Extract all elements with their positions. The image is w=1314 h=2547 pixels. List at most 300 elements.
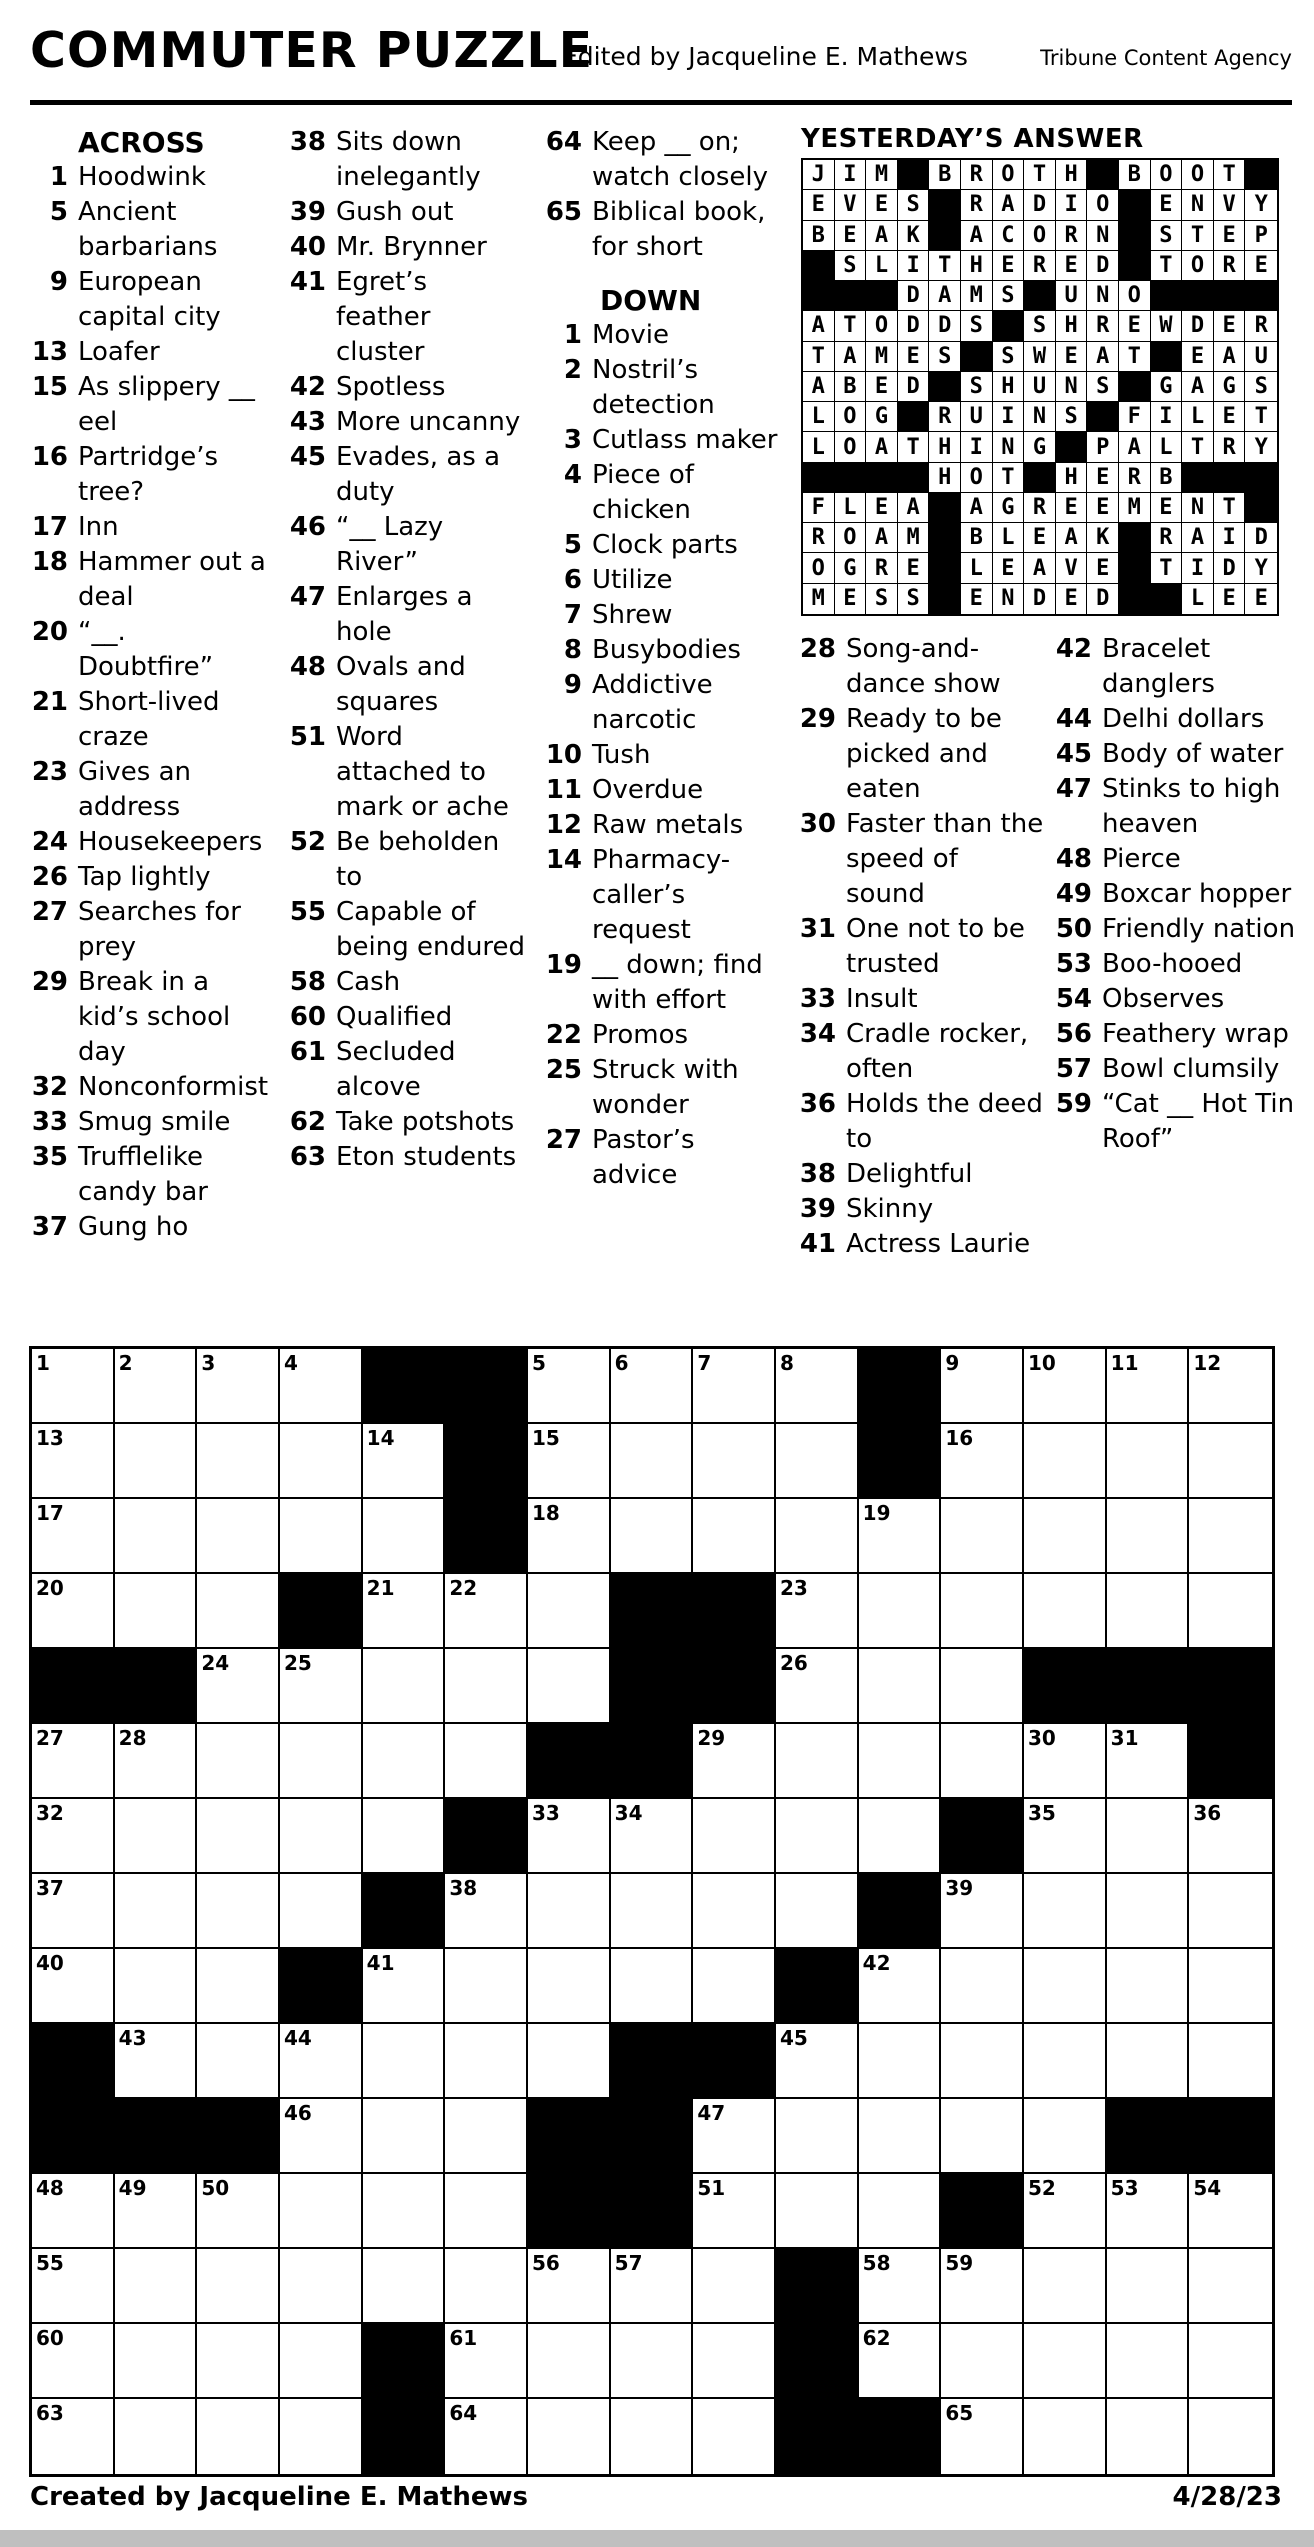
grid-cell[interactable]	[611, 1424, 694, 1499]
clue-number: 39	[289, 197, 326, 227]
grid-cell[interactable]	[445, 1724, 528, 1799]
grid-cell[interactable]	[1024, 1799, 1107, 1874]
clue-text: Hammer out a deal	[78, 547, 266, 612]
answer-letter-cell: E	[898, 342, 930, 372]
grid-cell[interactable]	[1024, 1424, 1107, 1499]
header	[30, 22, 1292, 105]
grid-cell[interactable]	[280, 1799, 363, 1874]
answer-black-square	[1182, 281, 1214, 311]
grid-cell[interactable]	[776, 2099, 859, 2174]
grid-cell[interactable]	[115, 2174, 198, 2249]
clue-number: 63	[289, 1142, 326, 1172]
grid-cell[interactable]	[611, 1799, 694, 1874]
grid-cell[interactable]	[363, 2249, 446, 2324]
grid-cell[interactable]	[1107, 1874, 1190, 1949]
cell-number: 44	[283, 2026, 312, 2050]
grid-cell[interactable]	[941, 1949, 1024, 2024]
grid-cell[interactable]	[528, 2399, 611, 2474]
grid-cell[interactable]	[941, 1649, 1024, 1724]
grid-cell[interactable]	[280, 2249, 363, 2324]
grid-cell[interactable]	[611, 2399, 694, 2474]
grid-cell[interactable]	[693, 1349, 776, 1424]
grid-cell[interactable]	[1189, 1349, 1272, 1424]
grid-cell[interactable]	[1107, 2249, 1190, 2324]
cell-number: 37	[36, 1876, 64, 1900]
grid-cell[interactable]	[197, 1499, 280, 1574]
answer-letter-cell: R	[1024, 493, 1056, 523]
grid-cell[interactable]	[1107, 1349, 1190, 1424]
grid-cell[interactable]	[197, 2249, 280, 2324]
grid-cell[interactable]	[280, 1349, 363, 1424]
black-square	[611, 2099, 694, 2174]
grid-cell[interactable]	[776, 1574, 859, 1649]
grid-cell[interactable]	[197, 1949, 280, 2024]
answer-black-square	[1056, 432, 1088, 462]
grid-cell[interactable]	[859, 1949, 942, 2024]
grid-cell[interactable]	[1189, 1424, 1272, 1499]
answer-black-square	[929, 372, 961, 402]
grid-cell[interactable]	[32, 2174, 115, 2249]
clue-number: 36	[799, 1089, 836, 1119]
footer-date: 4/28/23	[1172, 2482, 1282, 2512]
across-clue	[544, 125, 784, 195]
grid-cell[interactable]	[32, 2324, 115, 2399]
answer-letter-cell: D	[1245, 523, 1277, 553]
clue-text: More uncanny	[336, 407, 521, 437]
grid-cell[interactable]	[1107, 1799, 1190, 1874]
answer-letter-cell: E	[993, 251, 1025, 281]
grid-cell[interactable]	[1189, 1799, 1272, 1874]
grid-cell[interactable]	[363, 2024, 446, 2099]
grid-cell[interactable]	[941, 1424, 1024, 1499]
grid-cell[interactable]	[941, 1499, 1024, 1574]
clue-text: Piece of chicken	[592, 460, 694, 525]
across-clue	[288, 965, 526, 1000]
across-clue	[30, 825, 268, 860]
grid-cell[interactable]	[1024, 1874, 1107, 1949]
grid-cell[interactable]	[528, 2249, 611, 2324]
black-square	[528, 2099, 611, 2174]
grid-cell[interactable]	[115, 1724, 198, 1799]
answer-black-square	[1119, 523, 1151, 553]
grid-cell[interactable]	[445, 2174, 528, 2249]
grid-cell[interactable]	[859, 2024, 942, 2099]
grid-cell[interactable]	[693, 1424, 776, 1499]
grid-cell[interactable]	[197, 1724, 280, 1799]
grid-cell[interactable]	[197, 2399, 280, 2474]
grid-cell[interactable]	[280, 2324, 363, 2399]
cell-number: 2	[118, 1351, 133, 1375]
grid-cell[interactable]	[363, 1649, 446, 1724]
grid-cell[interactable]	[1189, 1574, 1272, 1649]
grid-cell[interactable]	[693, 1724, 776, 1799]
grid-cell[interactable]	[1189, 1949, 1272, 2024]
grid-cell[interactable]	[280, 1874, 363, 1949]
grid-cell[interactable]	[363, 1499, 446, 1574]
grid-cell[interactable]	[115, 1799, 198, 1874]
grid-cell[interactable]	[528, 1949, 611, 2024]
grid-cell[interactable]	[115, 1949, 198, 2024]
grid-cell[interactable]	[115, 2399, 198, 2474]
grid-cell[interactable]	[859, 2324, 942, 2399]
cell-number: 34	[614, 1801, 643, 1825]
clue-number: 31	[799, 914, 836, 944]
grid-cell[interactable]	[1024, 1949, 1107, 2024]
grid-cell[interactable]	[445, 2099, 528, 2174]
clue-number: 2	[563, 355, 582, 385]
grid-cell[interactable]	[1024, 2024, 1107, 2099]
grid-cell[interactable]	[280, 1649, 363, 1724]
grid-cell[interactable]	[1189, 2249, 1272, 2324]
grid-cell[interactable]	[941, 2099, 1024, 2174]
answer-letter-cell: E	[835, 221, 867, 251]
answer-letter-cell: E	[993, 553, 1025, 583]
grid-cell[interactable]	[1024, 1574, 1107, 1649]
answer-letter-cell: J	[803, 160, 835, 190]
black-square	[611, 1574, 694, 1649]
across-clue	[30, 1105, 268, 1140]
clue-number: 11	[545, 775, 582, 805]
grid-cell[interactable]	[611, 1949, 694, 2024]
grid-cell[interactable]	[941, 2249, 1024, 2324]
grid-cell[interactable]	[363, 2174, 446, 2249]
clue-text: Pastor’s advice	[592, 1125, 695, 1190]
answer-letter-cell: F	[1119, 402, 1151, 432]
grid-cell[interactable]	[859, 1799, 942, 1874]
grid-cell[interactable]	[280, 2174, 363, 2249]
grid-cell[interactable]	[859, 2099, 942, 2174]
answer-letter-cell: E	[1182, 342, 1214, 372]
grid-cell[interactable]	[693, 1874, 776, 1949]
grid-cell[interactable]	[363, 1949, 446, 2024]
grid-cell[interactable]	[528, 1499, 611, 1574]
grid-cell[interactable]	[363, 1574, 446, 1649]
clue-text: Friendly nation	[1102, 914, 1296, 944]
grid-cell[interactable]	[776, 2174, 859, 2249]
across-clue	[30, 510, 268, 545]
grid-cell[interactable]	[363, 2099, 446, 2174]
down-clue	[798, 632, 1044, 702]
black-square	[776, 2399, 859, 2474]
clue-number: 9	[49, 267, 68, 297]
grid-cell[interactable]	[1189, 2024, 1272, 2099]
grid-cell[interactable]	[1024, 2174, 1107, 2249]
grid-cell[interactable]	[776, 1874, 859, 1949]
grid-cell[interactable]	[445, 2249, 528, 2324]
grid-cell[interactable]	[1024, 1499, 1107, 1574]
grid-cell[interactable]	[941, 2024, 1024, 2099]
grid-cell[interactable]	[528, 2024, 611, 2099]
answer-letter-cell: H	[1056, 160, 1088, 190]
clue-text: Boo-hooed	[1102, 949, 1243, 979]
clue-number: 61	[289, 1037, 326, 1067]
black-square	[859, 1424, 942, 1499]
answer-letter-cell: E	[1151, 190, 1183, 220]
grid-cell[interactable]	[32, 1724, 115, 1799]
grid-cell[interactable]	[528, 1424, 611, 1499]
answer-letter-cell: S	[1087, 372, 1119, 402]
answer-letter-cell: I	[961, 432, 993, 462]
grid-cell[interactable]	[776, 1349, 859, 1424]
grid-cell[interactable]	[859, 1649, 942, 1724]
answer-letter-cell: G	[993, 493, 1025, 523]
answer-letter-cell: D	[898, 281, 930, 311]
clue-number: 39	[799, 1194, 836, 1224]
grid-cell[interactable]	[445, 2399, 528, 2474]
answer-letter-cell: O	[866, 311, 898, 341]
grid-cell[interactable]	[611, 1874, 694, 1949]
grid-cell[interactable]	[197, 1424, 280, 1499]
answer-letter-cell: E	[866, 372, 898, 402]
clue-text: Smug smile	[78, 1107, 231, 1137]
grid-cell[interactable]	[1189, 1874, 1272, 1949]
grid-cell[interactable]	[941, 1874, 1024, 1949]
grid-cell[interactable]	[1107, 1724, 1190, 1799]
grid-cell[interactable]	[941, 2399, 1024, 2474]
grid-cell[interactable]	[32, 1874, 115, 1949]
clue-number: 37	[31, 1212, 68, 1242]
grid-cell[interactable]	[859, 1724, 942, 1799]
grid-cell[interactable]	[197, 2174, 280, 2249]
grid-cell[interactable]	[445, 1874, 528, 1949]
clue-number: 56	[1055, 1019, 1092, 1049]
clue-number: 41	[799, 1229, 836, 1259]
grid-cell[interactable]	[1107, 2174, 1190, 2249]
answer-black-square	[835, 463, 867, 493]
grid-cell[interactable]	[528, 1649, 611, 1724]
answer-letter-cell: U	[1056, 281, 1088, 311]
grid-cell[interactable]	[1107, 1574, 1190, 1649]
grid-cell[interactable]	[776, 1799, 859, 1874]
answer-letter-cell: O	[835, 523, 867, 553]
grid-cell[interactable]	[1107, 1424, 1190, 1499]
grid-cell[interactable]	[693, 2324, 776, 2399]
answer-letter-cell: A	[961, 493, 993, 523]
page-title: COMMUTER PUZZLE	[30, 22, 594, 79]
grid-cell[interactable]	[280, 2099, 363, 2174]
answer-letter-cell: R	[1087, 311, 1119, 341]
grid-cell[interactable]	[32, 1424, 115, 1499]
across-clue	[288, 825, 526, 895]
grid-cell[interactable]	[363, 1424, 446, 1499]
grid-cell[interactable]	[776, 1424, 859, 1499]
grid-cell[interactable]	[197, 1574, 280, 1649]
answer-black-square	[1119, 221, 1151, 251]
answer-letter-cell: N	[1087, 221, 1119, 251]
answer-black-square	[866, 463, 898, 493]
answer-letter-cell: E	[803, 190, 835, 220]
grid-cell[interactable]	[445, 1574, 528, 1649]
answer-letter-cell: D	[1182, 311, 1214, 341]
grid-cell[interactable]	[528, 1874, 611, 1949]
grid-cell[interactable]	[280, 2399, 363, 2474]
grid-cell[interactable]	[32, 2399, 115, 2474]
clue-number: 42	[1055, 634, 1092, 664]
black-square	[1189, 1724, 1272, 1799]
editor-credit: Edited by Jacqueline E. Mathews	[562, 42, 968, 71]
across-clue	[30, 160, 268, 195]
grid-cell[interactable]	[1024, 2249, 1107, 2324]
grid-cell[interactable]	[115, 1574, 198, 1649]
clue-text: Biblical book, for short	[592, 197, 766, 262]
grid-cell[interactable]	[445, 1649, 528, 1724]
grid-cell[interactable]	[115, 1424, 198, 1499]
grid-cell[interactable]	[32, 1799, 115, 1874]
grid-cell[interactable]	[1189, 1499, 1272, 1574]
across-clue	[30, 1210, 268, 1245]
clue-number: 53	[1055, 949, 1092, 979]
grid-cell[interactable]	[1189, 2399, 1272, 2474]
clue-text: Cutlass maker	[592, 425, 778, 455]
grid-cell[interactable]	[941, 1724, 1024, 1799]
clue-text: Raw metals	[592, 810, 744, 840]
grid-cell[interactable]	[115, 1874, 198, 1949]
answer-letter-cell: E	[1087, 493, 1119, 523]
grid-cell[interactable]	[32, 1499, 115, 1574]
grid-cell[interactable]	[1189, 2174, 1272, 2249]
grid-cell[interactable]	[611, 1499, 694, 1574]
clue-text: Feathery wrap	[1102, 1019, 1289, 1049]
answer-letter-cell: R	[1214, 432, 1246, 462]
grid-cell[interactable]	[1024, 1349, 1107, 1424]
answer-letter-cell: L	[961, 553, 993, 583]
clue-number: 52	[289, 827, 326, 857]
cell-number: 29	[697, 1726, 726, 1750]
grid-cell[interactable]	[528, 2324, 611, 2399]
grid-cell[interactable]	[197, 1649, 280, 1724]
crossword-grid	[29, 1346, 1275, 2477]
grid-cell[interactable]	[115, 2249, 198, 2324]
grid-cell[interactable]	[1024, 1724, 1107, 1799]
grid-cell[interactable]	[445, 1949, 528, 2024]
grid-cell[interactable]	[528, 1349, 611, 1424]
down-clue	[1054, 772, 1300, 842]
answer-letter-cell: I	[1151, 402, 1183, 432]
grid-cell[interactable]	[32, 1574, 115, 1649]
grid-cell[interactable]	[445, 2324, 528, 2399]
grid-cell[interactable]	[1107, 1949, 1190, 2024]
answer-letter-cell: L	[803, 432, 835, 462]
grid-cell[interactable]	[197, 2324, 280, 2399]
grid-cell[interactable]	[1024, 2324, 1107, 2399]
clue-text: Take potshots	[336, 1107, 515, 1137]
grid-cell[interactable]	[280, 1724, 363, 1799]
answer-letter-cell: S	[993, 281, 1025, 311]
grid-cell[interactable]	[941, 2324, 1024, 2399]
grid-cell[interactable]	[693, 2249, 776, 2324]
grid-cell[interactable]	[693, 1799, 776, 1874]
grid-cell[interactable]	[776, 1499, 859, 1574]
black-square	[859, 1349, 942, 1424]
grid-cell[interactable]	[197, 2024, 280, 2099]
grid-cell[interactable]	[941, 1574, 1024, 1649]
grid-cell[interactable]	[280, 2024, 363, 2099]
grid-cell[interactable]	[1024, 2399, 1107, 2474]
grid-cell[interactable]	[859, 1574, 942, 1649]
grid-cell[interactable]	[280, 1424, 363, 1499]
grid-cell[interactable]	[693, 2399, 776, 2474]
answer-letter-cell: E	[1119, 311, 1151, 341]
grid-cell[interactable]	[693, 1499, 776, 1574]
cell-number: 3	[201, 1351, 216, 1375]
grid-cell[interactable]	[611, 2324, 694, 2399]
answer-letter-cell: G	[1214, 372, 1246, 402]
answer-letter-cell: E	[1024, 523, 1056, 553]
answer-letter-cell: D	[1024, 584, 1056, 614]
clue-text: Faster than the speed of sound	[846, 809, 1044, 909]
answer-letter-cell: I	[1214, 523, 1246, 553]
cell-number: 10	[1027, 1351, 1056, 1375]
answer-black-square	[898, 463, 930, 493]
grid-cell[interactable]	[1189, 2324, 1272, 2399]
grid-cell[interactable]	[32, 1349, 115, 1424]
grid-cell[interactable]	[280, 1499, 363, 1574]
grid-cell[interactable]	[363, 1724, 446, 1799]
grid-cell[interactable]	[1107, 2399, 1190, 2474]
grid-cell[interactable]	[611, 2249, 694, 2324]
grid-cell[interactable]	[941, 1349, 1024, 1424]
answer-letter-cell: D	[929, 311, 961, 341]
grid-cell[interactable]	[115, 1499, 198, 1574]
grid-cell[interactable]	[32, 2249, 115, 2324]
grid-cell[interactable]	[115, 1349, 198, 1424]
grid-cell[interactable]	[776, 1724, 859, 1799]
grid-cell[interactable]	[197, 1799, 280, 1874]
grid-cell[interactable]	[197, 1874, 280, 1949]
answer-letter-cell: E	[1056, 493, 1088, 523]
grid-cell[interactable]	[115, 2024, 198, 2099]
grid-cell[interactable]	[859, 1499, 942, 1574]
grid-cell[interactable]	[363, 1799, 446, 1874]
grid-cell[interactable]	[693, 2099, 776, 2174]
grid-cell[interactable]	[859, 2249, 942, 2324]
grid-cell[interactable]	[197, 1349, 280, 1424]
answer-letter-cell: S	[898, 190, 930, 220]
answer-letter-cell: B	[1119, 160, 1151, 190]
answer-letter-cell: A	[866, 221, 898, 251]
grid-cell[interactable]	[32, 1949, 115, 2024]
grid-cell[interactable]	[693, 1949, 776, 2024]
grid-cell[interactable]	[611, 1349, 694, 1424]
grid-cell[interactable]	[776, 1649, 859, 1724]
clue-text: Trufflelike candy bar	[78, 1142, 208, 1207]
clue-text: Movie	[592, 320, 669, 350]
answer-letter-cell: E	[835, 584, 867, 614]
answer-letter-cell: B	[803, 221, 835, 251]
grid-cell[interactable]	[1024, 2099, 1107, 2174]
cell-number: 42	[862, 1951, 891, 1975]
grid-cell[interactable]	[1107, 2324, 1190, 2399]
cell-number: 35	[1027, 1801, 1056, 1825]
grid-cell[interactable]	[115, 2324, 198, 2399]
answer-letter-cell: H	[929, 463, 961, 493]
clue-number: 38	[799, 1159, 836, 1189]
clue-column-2	[288, 125, 526, 1175]
clue-text: Enlarges a hole	[336, 582, 473, 647]
grid-cell[interactable]	[528, 1799, 611, 1874]
grid-cell[interactable]	[776, 2024, 859, 2099]
grid-cell[interactable]	[693, 2174, 776, 2249]
cell-number: 59	[945, 2251, 974, 2275]
grid-cell[interactable]	[445, 2024, 528, 2099]
grid-cell[interactable]	[1107, 1499, 1190, 1574]
answer-letter-cell: E	[866, 190, 898, 220]
answer-letter-cell: I	[993, 402, 1025, 432]
grid-cell[interactable]	[859, 2174, 942, 2249]
grid-cell[interactable]	[1107, 2024, 1190, 2099]
grid-cell[interactable]	[528, 1574, 611, 1649]
answer-black-square	[1245, 160, 1277, 190]
